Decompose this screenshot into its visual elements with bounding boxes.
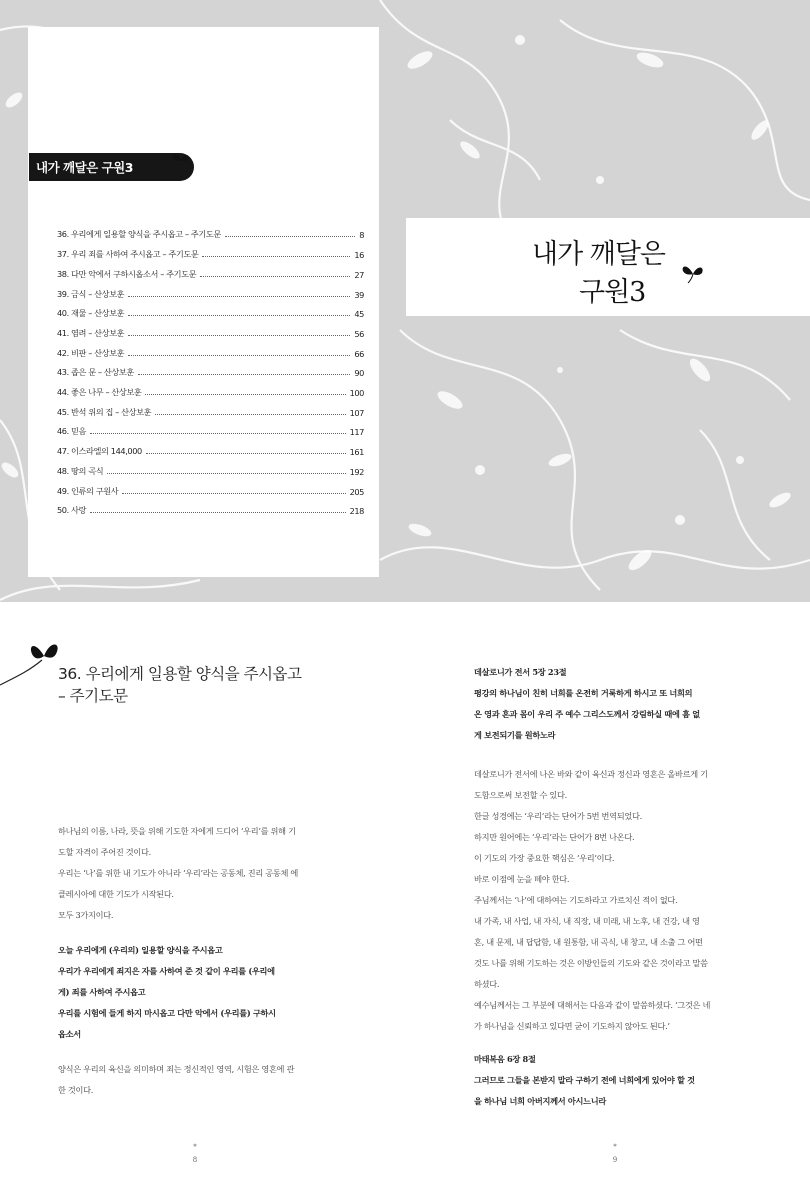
page-number: 8	[192, 1156, 198, 1164]
body-line: 데살로니가 전서에 나온 바와 같이 육신과 정신과 영혼은 올바르게 기	[474, 769, 708, 779]
toc-item[interactable]: 42. 비판 – 산상보훈 66	[57, 348, 364, 359]
body-line: 혼, 내 문제, 내 답답함, 내 원통함, 내 곡식, 내 창고, 내 소출 그 어떤	[474, 937, 703, 947]
body-line: 하나님의 이름, 나라, 뜻을 위해 기도한 자에게 드디어 ‘우리’를 위해 기	[58, 826, 296, 836]
chapter-title: 36. 우리에게 일용할 양식을 주시옵고 – 주기도문	[58, 665, 302, 705]
body-line: 바로 이점에 눈을 떼야 한다.	[474, 874, 570, 884]
body-line: 하셨다.	[474, 979, 500, 989]
body-line: 우리는 ‘나’를 위한 내 기도가 아니라 ‘우리’라는 공동체, 진리 공동체 에	[58, 868, 298, 878]
quote-line: 옵소서	[58, 1029, 81, 1039]
scripture-reference: 마태복음 6장 8절	[474, 1054, 536, 1064]
cover-title-line1: 내가 깨달은	[532, 239, 665, 270]
body-line: 하지만 원어에는 ‘우리’라는 단어가 8번 나온다.	[474, 832, 635, 842]
verse-line: 게 보전되기를 원하노라	[474, 730, 556, 740]
toc-item[interactable]: 43. 좁은 문 – 산상보훈 90	[57, 367, 364, 378]
body-line: 도할 자격이 주어진 것이다.	[58, 847, 151, 857]
toc-item[interactable]: 48. 땅의 곡식 192	[57, 466, 364, 477]
toc-item[interactable]: 45. 반석 위의 집 – 산상보훈 107	[57, 407, 364, 418]
toc-item[interactable]: 40. 재물 – 산상보훈 45	[57, 308, 364, 319]
toc-item[interactable]: 37. 우리 죄를 사하여 주시옵고 – 주기도문 16	[57, 249, 364, 260]
body-line: 한 것이다.	[58, 1085, 94, 1095]
page-number: 9	[612, 1156, 618, 1164]
scripture-reference: 데살로니가 전서 5장 23절	[474, 667, 567, 677]
butterfly-icon	[170, 150, 192, 168]
toc-item[interactable]: 41. 염려 – 산상보훈 56	[57, 328, 364, 339]
body-line: 양식은 우리의 육신을 의미하며 죄는 정신적인 영역, 시험은 영혼에 관	[58, 1064, 295, 1074]
toc-item[interactable]: 38. 다만 악에서 구하시옵소서 – 주기도문 27	[57, 269, 364, 280]
toc-item[interactable]: 49. 인류의 구원사 205	[57, 486, 364, 497]
body-line: 이 기도의 가장 중요한 핵심은 ‘우리’이다.	[474, 853, 615, 863]
body-line: 가 하나님을 신뢰하고 있다면 굳이 기도하지 않아도 된다.’	[474, 1021, 670, 1031]
cover-title-line2: 구원3	[579, 277, 646, 308]
quote-line: 우리를 시험에 들게 하지 마시옵고 다만 악에서 (우리를) 구하시	[58, 1008, 276, 1018]
verse-line: 평강의 하나님이 친히 너희를 온전히 거룩하게 하시고 또 너희의	[474, 688, 693, 698]
page-number-star: *	[193, 1143, 197, 1151]
body-line: 주님께서는 ‘나’에 대하여는 기도하라고 가르치신 적이 없다.	[474, 895, 678, 905]
toc-item[interactable]: 47. 이스라엘의 144,000 161	[57, 446, 364, 457]
toc-item[interactable]: 39. 금식 – 산상보훈 39	[57, 289, 364, 300]
body-line: 예수님께서는 그 부분에 대해서는 다음과 같이 말씀하셨다. ‘그것은 네	[474, 1000, 711, 1010]
toc-item[interactable]: 46. 믿음 117	[57, 426, 364, 437]
toc-item[interactable]: 36. 우리에게 일용할 양식을 주시옵고 – 주기도문 8	[57, 229, 364, 240]
verse-line: 온 영과 혼과 몸이 우리 주 예수 그리스도께서 강림하실 때에 흠 없	[474, 709, 700, 719]
toc-item[interactable]: 50. 사랑 218	[57, 505, 364, 516]
toc-badge-title: 내가 깨달은 구원3	[36, 160, 133, 175]
body-line: 도함으로써 보전할 수 있다.	[474, 790, 567, 800]
body-line: 내 가족, 내 사업, 내 자식, 내 직장, 내 미래, 내 노후, 내 건강, 내 영	[474, 916, 700, 926]
verse-line: 을 하나님 너희 아버지께서 아시느니라	[474, 1096, 606, 1106]
toc-item[interactable]: 44. 좋은 나무 – 산상보훈 100	[57, 387, 364, 398]
body-line: 클레시아에 대한 기도가 시작된다.	[58, 889, 174, 899]
butterfly-icon	[680, 262, 706, 284]
verse-line: 그러므로 그들을 본받지 말라 구하기 전에 너희에게 있어야 할 것	[474, 1075, 695, 1085]
quote-line: 오늘 우리에게 (우리의) 일용할 양식을 주시옵고	[58, 945, 223, 955]
body-line: 것도 나를 위해 기도하는 것은 이방인들의 기도와 같은 것이라고 말씀	[474, 958, 708, 968]
body-line: 모두 3가지이다.	[58, 910, 114, 920]
page-number-star: *	[613, 1143, 617, 1151]
quote-line: 게) 죄를 사하여 주시옵고	[58, 987, 146, 997]
quote-line: 우리가 우리에게 죄지은 자를 사하여 준 것 같이 우리를 (우리에	[58, 966, 275, 976]
body-line: 한글 성경에는 ‘우리’라는 단어가 5번 번역되었다.	[474, 811, 642, 821]
